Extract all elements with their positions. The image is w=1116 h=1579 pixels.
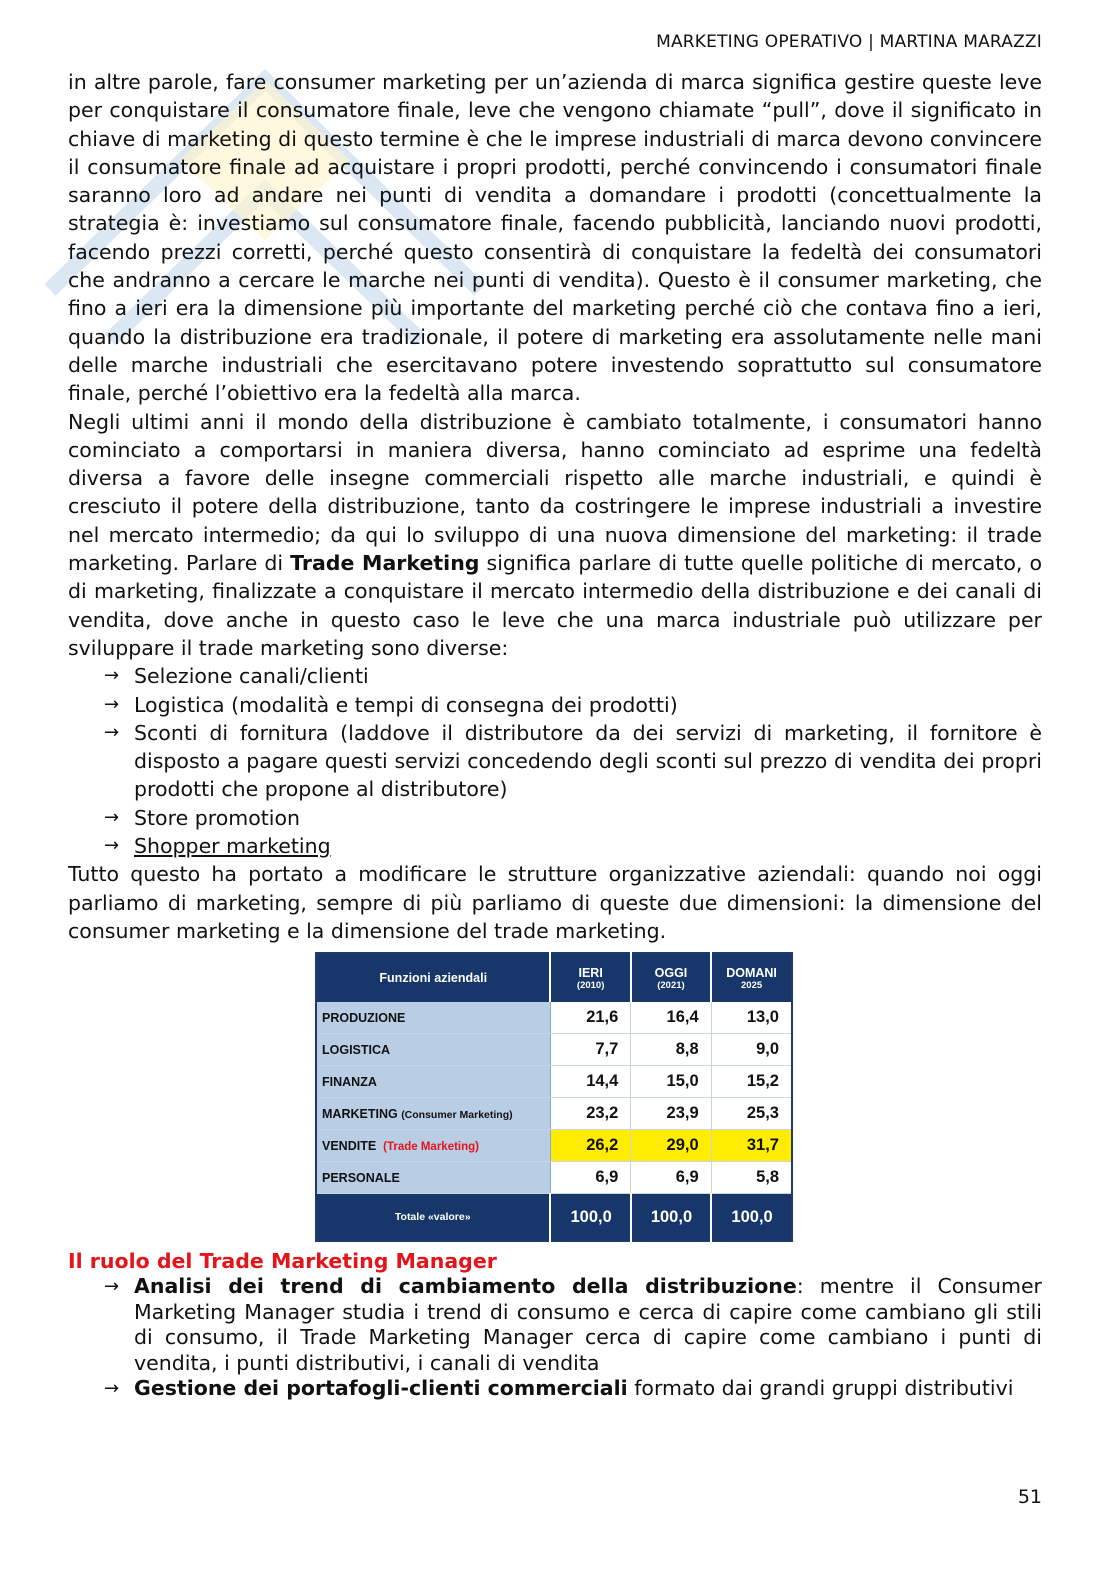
page-content xyxy=(68,68,1042,1402)
list-item: → Analisi dei trend di cambiamento della distribuzione: mentre il Consumer Marketing Manager studia i trend di consumo e cerca di capire come cambiano gli stili di consumo, il Trade Marketing Manager cerca di capire come cambiano i punti di vendita, i punti distributivi, i canali di vendita xyxy=(104,1274,1042,1375)
page-header: MARKETING OPERATIVO | MARTINA MARAZZI xyxy=(656,32,1042,52)
col-domani: DOMANI 2025 xyxy=(711,953,792,1002)
table-total-row: Totale «valore» 100,0 100,0 100,0 xyxy=(316,1194,792,1242)
role-list xyxy=(68,1274,1042,1402)
paragraph-trade-marketing: Negli ultimi anni il mondo della distribuzione è cambiato totalmente, i consumatori hanno cominciato a comportarsi in maniera diversa, hanno cominciato ad esprime una fedeltà diversa a favore delle insegne commerciali rispetto alle marche industriali, e quindi è cresciuto il potere della distribuzione, tanto da costringere le imprese industriali a investire nel mercato intermedio; da qui lo sviluppo di una nuova dimensione del marketing: il trade marketing. Parlare di Trade Marketing significa parlare di tutte quelle politiche di mercato, o di marketing, finalizzate a conquistare il mercato intermedio della distribuzione e dei canali di vendita, dove anche in questo caso le leve che una marca industriale può utilizzare per sviluppare il trade marketing sono diverse: xyxy=(68,409,1042,660)
table-header-row xyxy=(316,953,792,1002)
arrow-icon: → xyxy=(104,806,120,828)
arrow-icon: → xyxy=(104,693,120,715)
arrow-icon: → xyxy=(104,665,120,687)
table-row-highlighted: VENDITE (Trade Marketing) 26,2 29,0 31,7 xyxy=(316,1130,792,1162)
levers-list xyxy=(68,662,1042,860)
col-oggi: OGGI (2021) xyxy=(631,953,711,1002)
table-row: LOGISTICA 7,7 8,8 9,0 xyxy=(316,1034,792,1066)
col-functions: Funzioni aziendali xyxy=(316,953,550,1002)
section-heading: Il ruolo del Trade Marketing Manager xyxy=(68,1249,497,1274)
arrow-icon: → xyxy=(104,1276,120,1298)
list-item: → Sconti di fornitura (laddove il distributore da dei servizi di marketing, il fornitore è disposto a pagare questi servizi concedendo degli sconti sul prezzo di vendita dei propri prodotti che propone al distributore) xyxy=(104,720,1042,802)
table-row: PRODUZIONE 21,6 16,4 13,0 xyxy=(316,1002,792,1034)
list-item: → Shopper marketing xyxy=(134,832,1042,860)
table-row: FINANZA 14,4 15,0 15,2 xyxy=(316,1066,792,1098)
list-item: → Logistica (modalità e tempi di consegna dei prodotti) xyxy=(134,691,1042,719)
table-row: PERSONALE 6,9 6,9 5,8 xyxy=(316,1162,792,1194)
list-item: → Store promotion xyxy=(134,804,1042,832)
arrow-icon: → xyxy=(104,1378,120,1400)
list-item: → Gestione dei portafogli-clienti commerciali formato dai grandi gruppi distributivi xyxy=(104,1376,1014,1401)
paragraph-consumer-marketing: in altre parole, fare consumer marketing per un’azienda di marca significa gestire queste leve per conquistare il consumatore finale, leve che vengono chiamate “pull”, dove il significato in chiave di marketing di questo termine è che le imprese industriali di marca devono convincere il consumatore finale ad acquistare i propri prodotti, perché convincendo i consumatori finale saranno loro ad andare nei punti di vendita a domandare i prodotti (concettualmente la strategia è: investiamo sul consumatore finale, facendo pubblicità, lanciando nuovi prodotti, facendo prezzi corretti, perché questo consentirà di conquistare la fedeltà dei consumatori che andranno a cercare le marche nei punti di vendita). Questo è il consumer marketing, che fino a ieri era la dimensione più importante del marketing perché ciò che contava fino a ieri, quando la distribuzione era tradizionale, il potere di marketing era assolutamente nelle mani delle marche industriali che esercitavano potere investendo soprattutto sul consumatore finale, perché l’obiettivo era la fedeltà alla marca. xyxy=(68,70,1042,406)
list-item: → Selezione canali/clienti xyxy=(134,662,1042,690)
trade-marketing-term: Trade Marketing xyxy=(290,551,480,576)
page-number: 51 xyxy=(1017,1486,1042,1508)
business-functions-table xyxy=(315,952,793,1242)
arrow-icon: → xyxy=(104,721,120,743)
paragraph-organizational-structures: Tutto questo ha portato a modificare le strutture organizzative aziendali: quando noi oggi parliamo di marketing, sempre di più parliamo di queste due dimensioni: la dimensione del consumer marketing e la dimensione del trade marketing. xyxy=(68,862,1042,943)
col-ieri: IERI (2010) xyxy=(550,953,630,1002)
table-row: MARKETING (Consumer Marketing) 23,2 23,9 25,3 xyxy=(316,1098,792,1130)
arrow-icon: → xyxy=(104,835,120,857)
